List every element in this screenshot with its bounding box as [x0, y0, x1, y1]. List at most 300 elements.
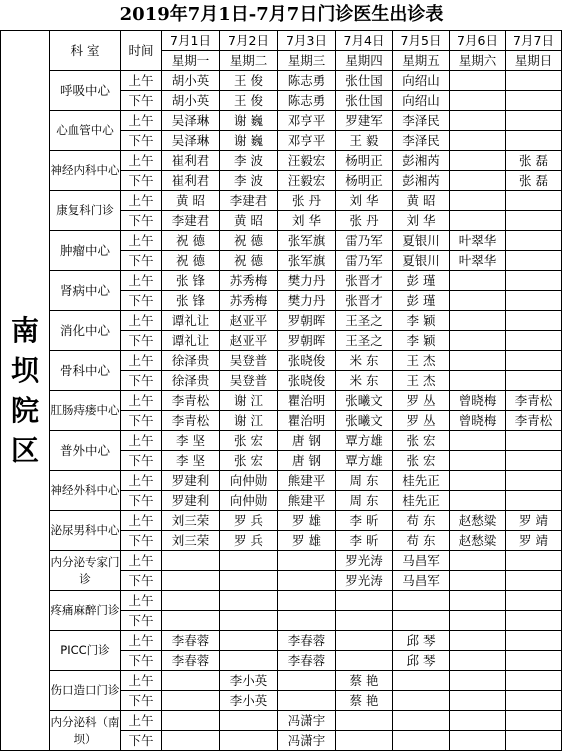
session-time: 下午 [121, 331, 162, 351]
doctor-cell [278, 571, 336, 591]
header-weekday: 星期二 [220, 51, 278, 71]
doctor-cell: 李小英 [220, 671, 278, 691]
doctor-cell: 谢 巍 [220, 131, 278, 151]
header-dept: 科 室 [50, 31, 121, 71]
doctor-cell [162, 551, 220, 571]
doctor-cell [506, 251, 562, 271]
header-weekday: 星期六 [450, 51, 506, 71]
doctor-cell: 王圣之 [336, 311, 393, 331]
doctor-cell: 彭湘芮 [393, 151, 450, 171]
table-row [1, 631, 562, 651]
doctor-cell [450, 551, 506, 571]
session-time: 下午 [121, 691, 162, 711]
doctor-cell: 罗 丛 [393, 391, 450, 411]
doctor-cell: 瞿治明 [278, 411, 336, 431]
doctor-cell [162, 731, 220, 751]
doctor-cell [393, 731, 450, 751]
table-row [1, 311, 562, 331]
doctor-cell: 王 杰 [393, 351, 450, 371]
department-name: 内分泌科（南坝） [50, 711, 121, 751]
session-time: 上午 [121, 191, 162, 211]
doctor-cell: 罗 兵 [220, 511, 278, 531]
doctor-cell: 李 波 [220, 171, 278, 191]
doctor-cell: 吴泽琳 [162, 111, 220, 131]
doctor-cell: 张 磊 [506, 151, 562, 171]
doctor-cell: 桂先正 [393, 491, 450, 511]
doctor-cell: 李春蓉 [162, 631, 220, 651]
doctor-cell [506, 571, 562, 591]
header-time: 时间 [121, 31, 162, 71]
session-time: 上午 [121, 431, 162, 451]
doctor-cell [450, 431, 506, 451]
doctor-cell: 李青松 [506, 411, 562, 431]
department-name: 肿瘤中心 [50, 231, 121, 271]
doctor-cell: 胡小英 [162, 91, 220, 111]
doctor-cell: 吴登普 [220, 371, 278, 391]
doctor-cell [450, 91, 506, 111]
doctor-cell [506, 191, 562, 211]
doctor-cell: 樊力丹 [278, 291, 336, 311]
doctor-cell [336, 591, 393, 611]
session-time: 下午 [121, 451, 162, 471]
doctor-cell [450, 331, 506, 351]
doctor-cell [393, 691, 450, 711]
table-row [1, 711, 562, 731]
doctor-cell: 张军旗 [278, 251, 336, 271]
doctor-cell [220, 631, 278, 651]
doctor-cell: 王 毅 [336, 131, 393, 151]
department-name: 疼痛麻醉门诊 [50, 591, 121, 631]
doctor-cell: 苟 东 [393, 531, 450, 551]
doctor-cell [506, 631, 562, 651]
schedule-table [0, 30, 562, 751]
doctor-cell: 罗 雄 [278, 531, 336, 551]
doctor-cell: 张仕国 [336, 71, 393, 91]
doctor-cell: 罗光涛 [336, 571, 393, 591]
doctor-cell: 谭礼让 [162, 311, 220, 331]
doctor-cell [450, 171, 506, 191]
doctor-cell [450, 291, 506, 311]
doctor-cell [506, 431, 562, 451]
doctor-cell: 汪毅宏 [278, 151, 336, 171]
doctor-cell [220, 571, 278, 591]
table-row [1, 191, 562, 211]
doctor-cell [450, 451, 506, 471]
doctor-cell [506, 291, 562, 311]
doctor-cell: 张曦文 [336, 391, 393, 411]
doctor-cell [506, 351, 562, 371]
session-time: 下午 [121, 651, 162, 671]
doctor-cell: 罗建利 [162, 471, 220, 491]
doctor-cell [450, 311, 506, 331]
session-time: 下午 [121, 251, 162, 271]
table-row [1, 431, 562, 451]
doctor-cell: 赵亚平 [220, 331, 278, 351]
doctor-cell: 米 东 [336, 371, 393, 391]
doctor-cell [506, 651, 562, 671]
doctor-cell: 李泽民 [393, 131, 450, 151]
doctor-cell [450, 671, 506, 691]
doctor-cell [336, 711, 393, 731]
doctor-cell: 熊建平 [278, 491, 336, 511]
department-name: 呼吸中心 [50, 71, 121, 111]
department-name: 泌尿男科中心 [50, 511, 121, 551]
table-row [1, 471, 562, 491]
table-row [1, 71, 562, 91]
doctor-cell [506, 71, 562, 91]
doctor-cell: 李建君 [162, 211, 220, 231]
doctor-cell: 张仕国 [336, 91, 393, 111]
doctor-cell [450, 131, 506, 151]
session-time: 下午 [121, 211, 162, 231]
session-time: 上午 [121, 671, 162, 691]
doctor-cell: 周 东 [336, 471, 393, 491]
session-time: 下午 [121, 491, 162, 511]
doctor-cell: 赵亚平 [220, 311, 278, 331]
doctor-cell: 王 俊 [220, 71, 278, 91]
doctor-cell: 刘 华 [336, 191, 393, 211]
department-name: 心血管中心 [50, 111, 121, 151]
doctor-cell: 谭礼让 [162, 331, 220, 351]
doctor-cell: 赵愁粱 [450, 531, 506, 551]
session-time: 下午 [121, 171, 162, 191]
doctor-cell [393, 591, 450, 611]
doctor-cell: 刘三荣 [162, 511, 220, 531]
doctor-cell: 张 宏 [393, 451, 450, 471]
doctor-cell: 彭 瑾 [393, 291, 450, 311]
doctor-cell [506, 691, 562, 711]
doctor-cell: 李青松 [506, 391, 562, 411]
doctor-cell: 李 颖 [393, 311, 450, 331]
session-time: 下午 [121, 91, 162, 111]
doctor-cell: 李 坚 [162, 451, 220, 471]
doctor-cell [450, 471, 506, 491]
doctor-cell [506, 231, 562, 251]
doctor-cell [162, 611, 220, 631]
doctor-cell [336, 611, 393, 631]
doctor-cell: 彭湘芮 [393, 171, 450, 191]
doctor-cell: 罗 靖 [506, 511, 562, 531]
doctor-cell: 樊力丹 [278, 271, 336, 291]
doctor-cell: 吴泽琳 [162, 131, 220, 151]
doctor-cell [450, 571, 506, 591]
doctor-cell: 祝 德 [220, 231, 278, 251]
header-weekday: 星期四 [336, 51, 393, 71]
doctor-cell: 唐 钢 [278, 431, 336, 451]
doctor-cell: 吴登普 [220, 351, 278, 371]
doctor-cell: 苟 东 [393, 511, 450, 531]
header-weekday: 星期一 [162, 51, 220, 71]
doctor-cell: 张 磊 [506, 171, 562, 191]
table-row [1, 671, 562, 691]
doctor-cell [220, 711, 278, 731]
session-time: 上午 [121, 471, 162, 491]
doctor-cell: 赵愁粱 [450, 511, 506, 531]
table-row [1, 511, 562, 531]
doctor-cell: 张军旗 [278, 231, 336, 251]
doctor-cell [506, 551, 562, 571]
session-time: 上午 [121, 151, 162, 171]
doctor-cell: 张 锋 [162, 271, 220, 291]
table-row [1, 151, 562, 171]
doctor-cell: 张 锋 [162, 291, 220, 311]
doctor-cell: 王 俊 [220, 91, 278, 111]
header-date: 7月3日 [278, 31, 336, 51]
doctor-cell [450, 351, 506, 371]
doctor-cell: 李青松 [162, 411, 220, 431]
doctor-cell [278, 591, 336, 611]
doctor-cell: 李建君 [220, 191, 278, 211]
doctor-cell: 张 丹 [336, 211, 393, 231]
department-name: 神经外科中心 [50, 471, 121, 511]
doctor-cell: 邱 琴 [393, 631, 450, 651]
session-time: 下午 [121, 571, 162, 591]
doctor-cell [506, 211, 562, 231]
session-time: 上午 [121, 631, 162, 651]
doctor-cell: 冯潇宇 [278, 731, 336, 751]
header-date: 7月7日 [506, 31, 562, 51]
doctor-cell [506, 451, 562, 471]
session-time: 上午 [121, 351, 162, 371]
doctor-cell [278, 551, 336, 571]
session-time: 下午 [121, 531, 162, 551]
doctor-cell: 熊建平 [278, 471, 336, 491]
session-time: 下午 [121, 611, 162, 631]
doctor-cell: 罗 靖 [506, 531, 562, 551]
doctor-cell [450, 611, 506, 631]
doctor-cell: 崔利君 [162, 151, 220, 171]
doctor-cell: 李泽民 [393, 111, 450, 131]
doctor-cell [450, 651, 506, 671]
session-time: 上午 [121, 591, 162, 611]
department-name: 康复科门诊 [50, 191, 121, 231]
doctor-cell [220, 731, 278, 751]
session-time: 下午 [121, 131, 162, 151]
doctor-cell [393, 611, 450, 631]
header-weekday: 星期三 [278, 51, 336, 71]
doctor-cell: 曾晓梅 [450, 391, 506, 411]
doctor-cell [220, 651, 278, 671]
department-name: 普外中心 [50, 431, 121, 471]
doctor-cell: 苏秀梅 [220, 291, 278, 311]
doctor-cell [162, 691, 220, 711]
table-row [1, 231, 562, 251]
doctor-cell: 崔利君 [162, 171, 220, 191]
doctor-cell: 祝 德 [162, 251, 220, 271]
doctor-cell [506, 311, 562, 331]
doctor-cell: 罗光涛 [336, 551, 393, 571]
doctor-cell: 谢 巍 [220, 111, 278, 131]
doctor-cell: 雷乃军 [336, 251, 393, 271]
department-name: 肾病中心 [50, 271, 121, 311]
doctor-cell: 胡小英 [162, 71, 220, 91]
doctor-cell: 罗建军 [336, 111, 393, 131]
doctor-cell: 李 坚 [162, 431, 220, 451]
doctor-cell [336, 651, 393, 671]
doctor-cell: 张晋才 [336, 291, 393, 311]
doctor-cell: 张晓俊 [278, 351, 336, 371]
doctor-cell: 王 杰 [393, 371, 450, 391]
doctor-cell [506, 131, 562, 151]
doctor-cell [506, 611, 562, 631]
header-row-dates [1, 31, 562, 51]
doctor-cell: 冯潇宇 [278, 711, 336, 731]
doctor-cell: 马昌军 [393, 551, 450, 571]
doctor-cell: 刘 华 [278, 211, 336, 231]
doctor-cell: 陈志勇 [278, 71, 336, 91]
doctor-cell [506, 271, 562, 291]
header-weekday: 星期日 [506, 51, 562, 71]
doctor-cell: 李小英 [220, 691, 278, 711]
doctor-cell: 张 丹 [278, 191, 336, 211]
page-title: 2019年7月1日-7月7日门诊医生出诊表 [119, 4, 444, 25]
doctor-cell: 杨明正 [336, 151, 393, 171]
department-name: 内分泌专家门诊 [50, 551, 121, 591]
doctor-cell: 李 颖 [393, 331, 450, 351]
session-time: 上午 [121, 271, 162, 291]
session-time: 上午 [121, 111, 162, 131]
doctor-cell [506, 471, 562, 491]
doctor-cell: 邓亨平 [278, 131, 336, 151]
table-row [1, 391, 562, 411]
doctor-cell: 祝 德 [162, 231, 220, 251]
doctor-cell [506, 91, 562, 111]
doctor-cell: 黄 昭 [220, 211, 278, 231]
session-time: 下午 [121, 411, 162, 431]
doctor-cell: 曾晓梅 [450, 411, 506, 431]
doctor-cell [450, 491, 506, 511]
doctor-cell: 叶翠华 [450, 251, 506, 271]
department-name: 神经内科中心 [50, 151, 121, 191]
doctor-cell: 罗 雄 [278, 511, 336, 531]
doctor-cell: 桂先正 [393, 471, 450, 491]
doctor-cell [450, 371, 506, 391]
doctor-cell: 刘三荣 [162, 531, 220, 551]
doctor-cell [450, 191, 506, 211]
doctor-cell [450, 151, 506, 171]
doctor-cell [450, 211, 506, 231]
session-time: 上午 [121, 311, 162, 331]
session-time: 上午 [121, 711, 162, 731]
doctor-cell: 马昌军 [393, 571, 450, 591]
doctor-cell [162, 571, 220, 591]
doctor-cell [220, 591, 278, 611]
doctor-cell [506, 711, 562, 731]
header-date: 7月1日 [162, 31, 220, 51]
session-time: 上午 [121, 511, 162, 531]
doctor-cell [278, 671, 336, 691]
doctor-cell [506, 671, 562, 691]
session-time: 上午 [121, 551, 162, 571]
department-name: 骨科中心 [50, 351, 121, 391]
header-date: 7月6日 [450, 31, 506, 51]
campus-label: 南坝院区 [1, 31, 50, 751]
doctor-cell [450, 591, 506, 611]
doctor-cell: 黄 昭 [162, 191, 220, 211]
session-time: 下午 [121, 371, 162, 391]
doctor-cell: 王圣之 [336, 331, 393, 351]
doctor-cell: 黄 昭 [393, 191, 450, 211]
doctor-cell: 周 东 [336, 491, 393, 511]
doctor-cell: 李 昕 [336, 531, 393, 551]
doctor-cell [506, 491, 562, 511]
session-time: 下午 [121, 731, 162, 751]
doctor-cell: 李 波 [220, 151, 278, 171]
doctor-cell [393, 671, 450, 691]
department-name: PICC门诊 [50, 631, 121, 671]
doctor-cell [450, 711, 506, 731]
table-row [1, 591, 562, 611]
doctor-cell: 罗朝晖 [278, 331, 336, 351]
doctor-cell: 罗建利 [162, 491, 220, 511]
doctor-cell: 张晋才 [336, 271, 393, 291]
doctor-cell: 夏银川 [393, 251, 450, 271]
doctor-cell: 谢 江 [220, 391, 278, 411]
doctor-cell: 张 宏 [393, 431, 450, 451]
doctor-cell: 覃方雄 [336, 431, 393, 451]
doctor-cell [162, 711, 220, 731]
doctor-cell [450, 691, 506, 711]
header-date: 7月5日 [393, 31, 450, 51]
doctor-cell: 向仲勋 [220, 471, 278, 491]
doctor-cell [506, 731, 562, 751]
doctor-cell [393, 711, 450, 731]
doctor-cell: 徐泽贵 [162, 371, 220, 391]
doctor-cell: 罗 丛 [393, 411, 450, 431]
doctor-cell [450, 631, 506, 651]
doctor-cell: 覃方雄 [336, 451, 393, 471]
doctor-cell: 雷乃军 [336, 231, 393, 251]
header-date: 7月4日 [336, 31, 393, 51]
doctor-cell: 向仲勋 [220, 491, 278, 511]
session-time: 上午 [121, 71, 162, 91]
doctor-cell [162, 591, 220, 611]
doctor-cell [450, 731, 506, 751]
doctor-cell: 张曦文 [336, 411, 393, 431]
doctor-cell [506, 111, 562, 131]
doctor-cell: 张 宏 [220, 451, 278, 471]
doctor-cell: 夏银川 [393, 231, 450, 251]
doctor-cell: 祝 德 [220, 251, 278, 271]
doctor-cell: 米 东 [336, 351, 393, 371]
doctor-cell [336, 631, 393, 651]
doctor-cell [278, 611, 336, 631]
doctor-cell: 向绍山 [393, 71, 450, 91]
doctor-cell [278, 691, 336, 711]
doctor-cell: 陈志勇 [278, 91, 336, 111]
table-row [1, 551, 562, 571]
table-row [1, 351, 562, 371]
doctor-cell: 蔡 艳 [336, 671, 393, 691]
doctor-cell: 罗朝晖 [278, 311, 336, 331]
department-name: 伤口造口门诊 [50, 671, 121, 711]
doctor-cell [450, 271, 506, 291]
doctor-cell: 李青松 [162, 391, 220, 411]
doctor-cell: 叶翠华 [450, 231, 506, 251]
doctor-cell [506, 371, 562, 391]
department-name: 消化中心 [50, 311, 121, 351]
doctor-cell [450, 111, 506, 131]
doctor-cell [336, 731, 393, 751]
session-time: 下午 [121, 291, 162, 311]
doctor-cell: 向绍山 [393, 91, 450, 111]
header-weekday: 星期五 [393, 51, 450, 71]
doctor-cell [220, 551, 278, 571]
department-name: 肛肠痔瘘中心 [50, 391, 121, 431]
header-date: 7月2日 [220, 31, 278, 51]
doctor-cell [506, 591, 562, 611]
doctor-cell: 张晓俊 [278, 371, 336, 391]
